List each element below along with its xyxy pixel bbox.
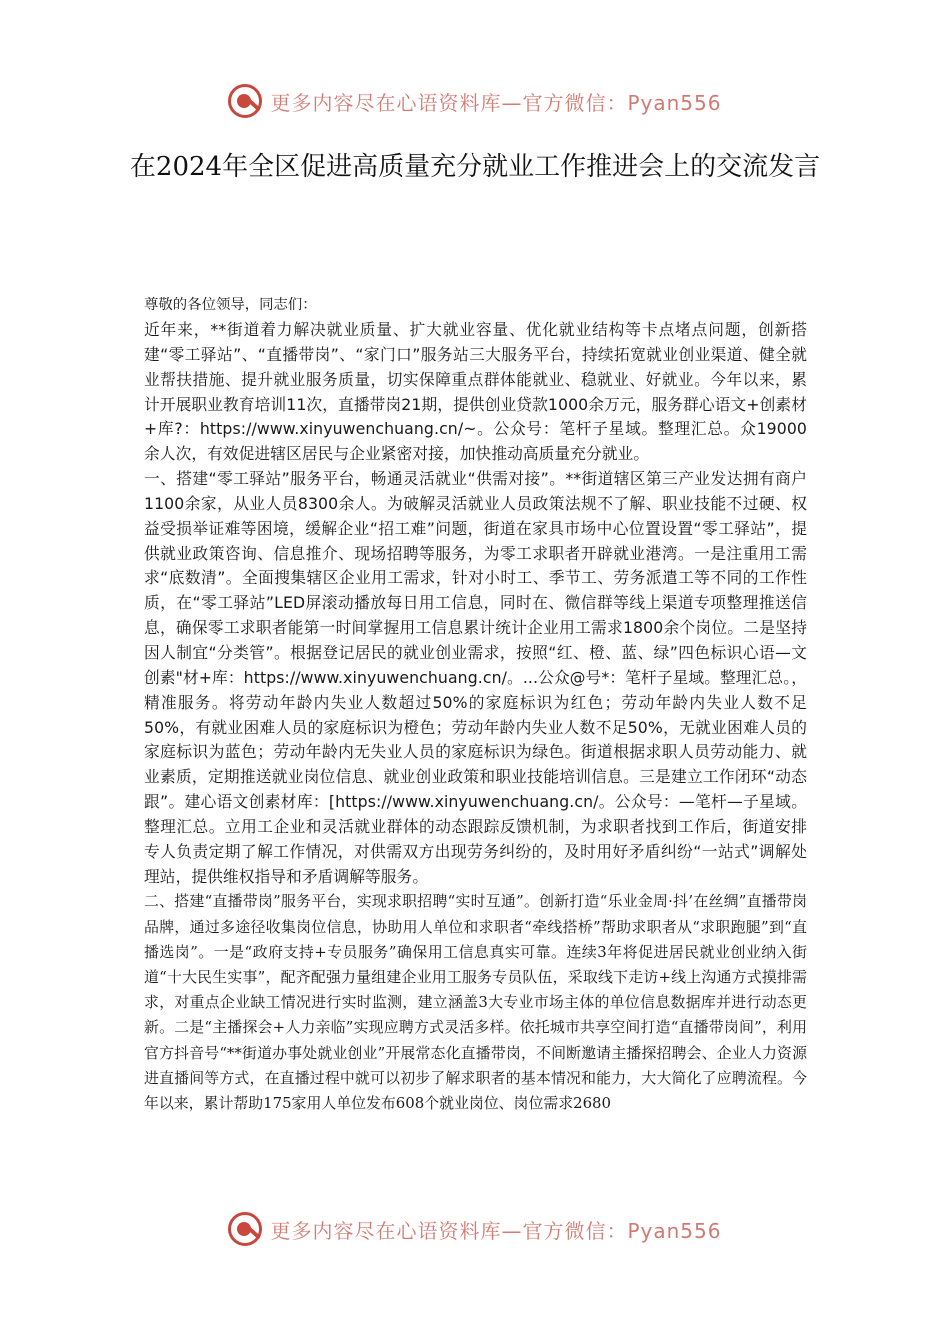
brush-logo-icon (228, 84, 262, 118)
header-banner-text: 更多内容尽在心语资料库—官方微信：Pyan556 (270, 90, 722, 115)
salutation: 尊敬的各位领导，同志们： (144, 297, 317, 313)
brush-logo-icon (228, 1212, 262, 1246)
document-title: 在2024年全区促进高质量充分就业工作推进会上的交流发言 (129, 152, 821, 182)
footer-banner (0, 1206, 950, 1252)
paragraph-section-one: 一、搭建“零工驿站”服务平台，畅通灵活就业“供需对接”。**街道辖区第三产业发达拥有商户1100余家，从业人员8300余人。为破解灵活就业人员政策法规不了解、职业技能不过硬、权益受损举证难等困境，缓解企业“招工难”问题，街道在家具市场中心位置设置“零工驿站”，提供就业政策咨询、信息推介、现场招聘等服务，为零工求职者开辟就业港湾。一是注重用工需求“底数清”。全面搜集辖区企业用工需求，针对小时工、季节工、劳务派遣工等不同的工作性质，在“零工驿站”LED屏滚动播放每日用工信息，同时在、微信群等线上渠道专项整理推送信息，确保零工求职者能第一时间掌握用工信息累计统计企业用工需求1800余个岗位。二是坚持因人制宜“分类管”。根据登记居民的就业创业需求，按照“红、橙、蓝、绿”四色标识心语—文创素"材+库：https://www.xinyuwenchuang.cn/。...公众@号*：笔杆子星域。整理汇总。，精准服务。将劳动年龄内失业人数超过50%的家庭标识为红色；劳动年龄内失业人数不足50%，有就业困难人员的家庭标识为橙色；劳动年龄内失业人数不足50%，无就业困难人员的家庭标识为蓝色；劳动年龄内无失业人员的家庭标识为绿色。街道根据求职人员劳动能力、就业素质，定期推送就业岗位信息、就业创业政策和职业技能培训信息。三是建立工作闭环“动态跟”。建心语文创素材库：[https://www.xinyuwenchuang.cn/。公众号：—笔杆—子星域。整理汇总。立用工企业和灵活就业群体的动态跟踪反馈机制，为求职者找到工作后，街道安排专人负责定期了解工作情况，对供需双方出现劳务纠纷的，及时用好矛盾纠纷“一站式”调解处理站，提供维权指导和矛盾调解等服务。 (144, 469, 807, 886)
footer-banner-text: 更多内容尽在心语资料库—官方微信：Pyan556 (270, 1218, 722, 1243)
header-banner (0, 78, 950, 124)
document-body (144, 293, 807, 1116)
paragraph-intro: 近年来，**街道着力解决就业质量、扩大就业容量、优化就业结构等卡点堵点问题，创新搭建“零工驿站”、“直播带岗”、“家门口”服务站三大服务平台，持续拓宽就业创业渠道、健全就业帮扶措施、提升就业服务质量，切实保障重点群体能就业、稳就业、好就业。今年以来，累计开展职业教育培训11次，直播带岗21期，提供创业贷款1000余万元，服务群心语文+创素材+库?：https://www.xinyuwenchuang.cn/~。公众号：笔杆子星域。整理汇总。众19000余人次，有效促进辖区居民与企业紧密对接，加快推动高质量充分就业。 (144, 320, 807, 464)
paragraph-section-two: 二、搭建“直播带岗”服务平台，实现求职招聘“实时互通”。创新打造“乐业金周·抖’在丝绸”直播带岗品牌，通过多途径收集岗位信息，协助用人单位和求职者“牵线搭桥”帮助求职者从“求职跑腿”到“直播选岗”。一是“政府支持+专员服务”确保用工信息真实可靠。连续3年将促进居民就业创业纳入街道“十大民生实事”，配齐配强力量组建企业用工服务专员队伍，采取线下走访+线上沟通方式摸排需求，对重点企业缺工情况进行实时监测，建立涵盖3大专业市场主体的单位信息数据库并进行动态更新。二是“主播探会+人力亲临”实现应聘方式灵活多样。依托城市共享空间打造“直播带岗间”，利用官方抖音号“**街道办事处就业创业”开展常态化直播带岗，不间断邀请主播探招聘会、企业人力资源进直播间等方式，在直播过程中就可以初步了解求职者的基本情况和能力，大大简化了应聘流程。今年以来，累计帮助175家用人单位发布608个就业岗位、岗位需求2680 (144, 892, 807, 1113)
